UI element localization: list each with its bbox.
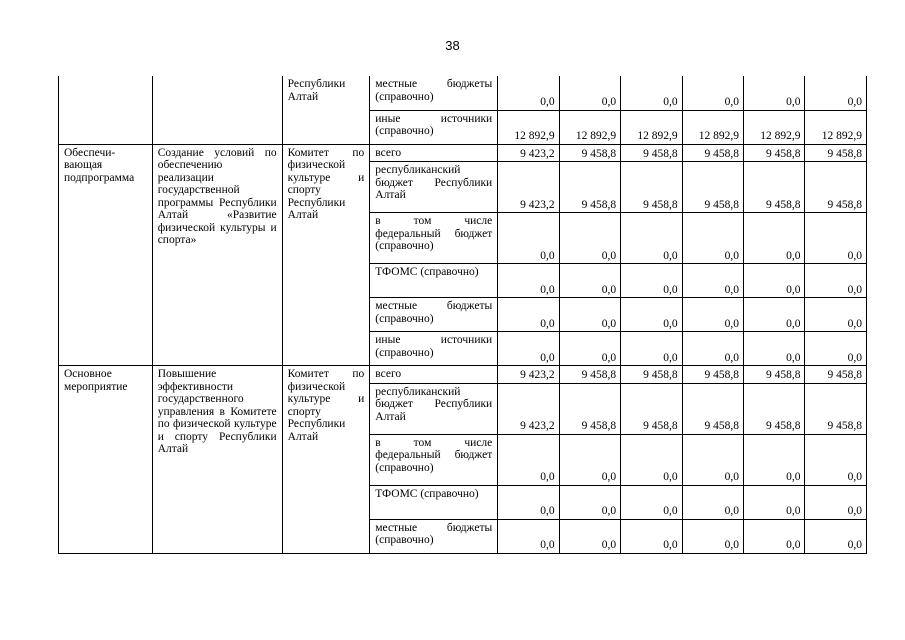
value-cell: 0,0 [682, 332, 743, 366]
funding-source-cell: местные бюджеты (справочно) [370, 298, 498, 332]
value-cell: 0,0 [498, 434, 559, 485]
program-element-cell: Обеспечи-вающая подпрограмма [59, 144, 153, 366]
value-cell: 9 458,8 [744, 383, 805, 434]
funding-source-cell: всего [370, 366, 498, 384]
funding-source-cell: местные бюджеты (справочно) [370, 519, 498, 553]
value-cell: 9 458,8 [621, 383, 682, 434]
value-cell: 0,0 [805, 298, 867, 332]
value-cell: 0,0 [682, 76, 743, 110]
value-cell: 9 458,8 [805, 144, 867, 162]
executor-cell: Комитет по физической культуре и спорту Республики Алтай [282, 144, 370, 366]
value-cell: 9 458,8 [805, 383, 867, 434]
value-cell: 9 458,8 [621, 144, 682, 162]
value-cell: 0,0 [498, 332, 559, 366]
value-cell: 0,0 [498, 76, 559, 110]
funding-source-cell: иные источники (справочно) [370, 110, 498, 144]
value-cell: 0,0 [744, 519, 805, 553]
value-cell: 0,0 [559, 332, 620, 366]
table-row [59, 366, 867, 384]
value-cell: 0,0 [682, 213, 743, 264]
value-cell: 0,0 [805, 264, 867, 298]
value-cell: 0,0 [498, 213, 559, 264]
funding-source-cell: ТФОМС (справочно) [370, 485, 498, 519]
value-cell: 9 458,8 [559, 162, 620, 213]
program-name-cell [152, 76, 282, 144]
value-cell: 0,0 [559, 519, 620, 553]
table-row [59, 76, 867, 110]
value-cell: 0,0 [744, 434, 805, 485]
value-cell: 0,0 [559, 76, 620, 110]
program-element-cell [59, 76, 153, 144]
value-cell: 0,0 [682, 434, 743, 485]
value-cell: 0,0 [621, 264, 682, 298]
executor-cell: Республики Алтай [282, 76, 370, 144]
value-cell: 0,0 [559, 485, 620, 519]
value-cell: 9 458,8 [621, 162, 682, 213]
value-cell: 0,0 [498, 264, 559, 298]
value-cell: 9 458,8 [559, 383, 620, 434]
value-cell: 0,0 [805, 213, 867, 264]
value-cell: 0,0 [498, 298, 559, 332]
value-cell: 0,0 [805, 485, 867, 519]
value-cell: 9 458,8 [744, 162, 805, 213]
value-cell: 9 423,2 [498, 366, 559, 384]
page-number: 38 [445, 38, 460, 53]
value-cell: 12 892,9 [498, 110, 559, 144]
funding-source-cell: республиканский бюджет Республики Алтай [370, 162, 498, 213]
value-cell: 9 458,8 [744, 366, 805, 384]
value-cell: 9 423,2 [498, 383, 559, 434]
value-cell: 9 458,8 [805, 366, 867, 384]
value-cell: 0,0 [682, 485, 743, 519]
value-cell: 0,0 [682, 519, 743, 553]
value-cell: 9 458,8 [805, 162, 867, 213]
funding-source-cell: в том числе федеральный бюджет (справочно) [370, 213, 498, 264]
value-cell: 9 458,8 [682, 162, 743, 213]
value-cell: 0,0 [682, 298, 743, 332]
value-cell: 9 458,8 [621, 366, 682, 384]
value-cell: 0,0 [744, 298, 805, 332]
value-cell: 0,0 [744, 264, 805, 298]
value-cell: 0,0 [744, 213, 805, 264]
program-element-cell: Основное мероприятие [59, 366, 153, 554]
table-row [59, 144, 867, 162]
value-cell: 0,0 [682, 264, 743, 298]
value-cell: 12 892,9 [744, 110, 805, 144]
value-cell: 9 458,8 [559, 366, 620, 384]
value-cell: 0,0 [621, 213, 682, 264]
executor-cell: Комитет по физической культуре и спорту Республики Алтай [282, 366, 370, 554]
value-cell: 0,0 [559, 213, 620, 264]
program-name-cell: Повышение эффективности государственного управления в Комитете по физической культуре и спорту Республики Алтай [152, 366, 282, 554]
funding-source-cell: ТФОМС (справочно) [370, 264, 498, 298]
value-cell: 12 892,9 [621, 110, 682, 144]
value-cell: 0,0 [559, 264, 620, 298]
value-cell: 9 423,2 [498, 144, 559, 162]
value-cell: 0,0 [559, 298, 620, 332]
value-cell: 12 892,9 [805, 110, 867, 144]
value-cell: 12 892,9 [559, 110, 620, 144]
value-cell: 0,0 [744, 76, 805, 110]
value-cell: 9 458,8 [682, 383, 743, 434]
funding-source-cell: республиканский бюджет Республики Алтай [370, 383, 498, 434]
value-cell: 0,0 [498, 519, 559, 553]
value-cell: 9 458,8 [559, 144, 620, 162]
value-cell: 0,0 [805, 519, 867, 553]
value-cell: 0,0 [621, 332, 682, 366]
funding-source-cell: иные источники (справочно) [370, 332, 498, 366]
funding-source-cell: в том числе федеральный бюджет (справочно) [370, 434, 498, 485]
value-cell: 0,0 [744, 485, 805, 519]
value-cell: 0,0 [805, 434, 867, 485]
value-cell: 9 458,8 [744, 144, 805, 162]
funding-source-cell: местные бюджеты (справочно) [370, 76, 498, 110]
value-cell: 9 458,8 [682, 366, 743, 384]
value-cell: 0,0 [744, 332, 805, 366]
budget-table [58, 76, 867, 554]
funding-source-cell: всего [370, 144, 498, 162]
program-name-cell: Создание условий по обеспечению реализации государственной программы Республики Алтай «Развитие физической культуры и спорта» [152, 144, 282, 366]
value-cell: 0,0 [805, 76, 867, 110]
value-cell: 12 892,9 [682, 110, 743, 144]
value-cell: 0,0 [621, 485, 682, 519]
value-cell: 0,0 [498, 485, 559, 519]
value-cell: 0,0 [621, 76, 682, 110]
value-cell: 0,0 [621, 434, 682, 485]
value-cell: 0,0 [621, 298, 682, 332]
value-cell: 9 458,8 [682, 144, 743, 162]
value-cell: 0,0 [559, 434, 620, 485]
value-cell: 9 423,2 [498, 162, 559, 213]
value-cell: 0,0 [621, 519, 682, 553]
value-cell: 0,0 [805, 332, 867, 366]
